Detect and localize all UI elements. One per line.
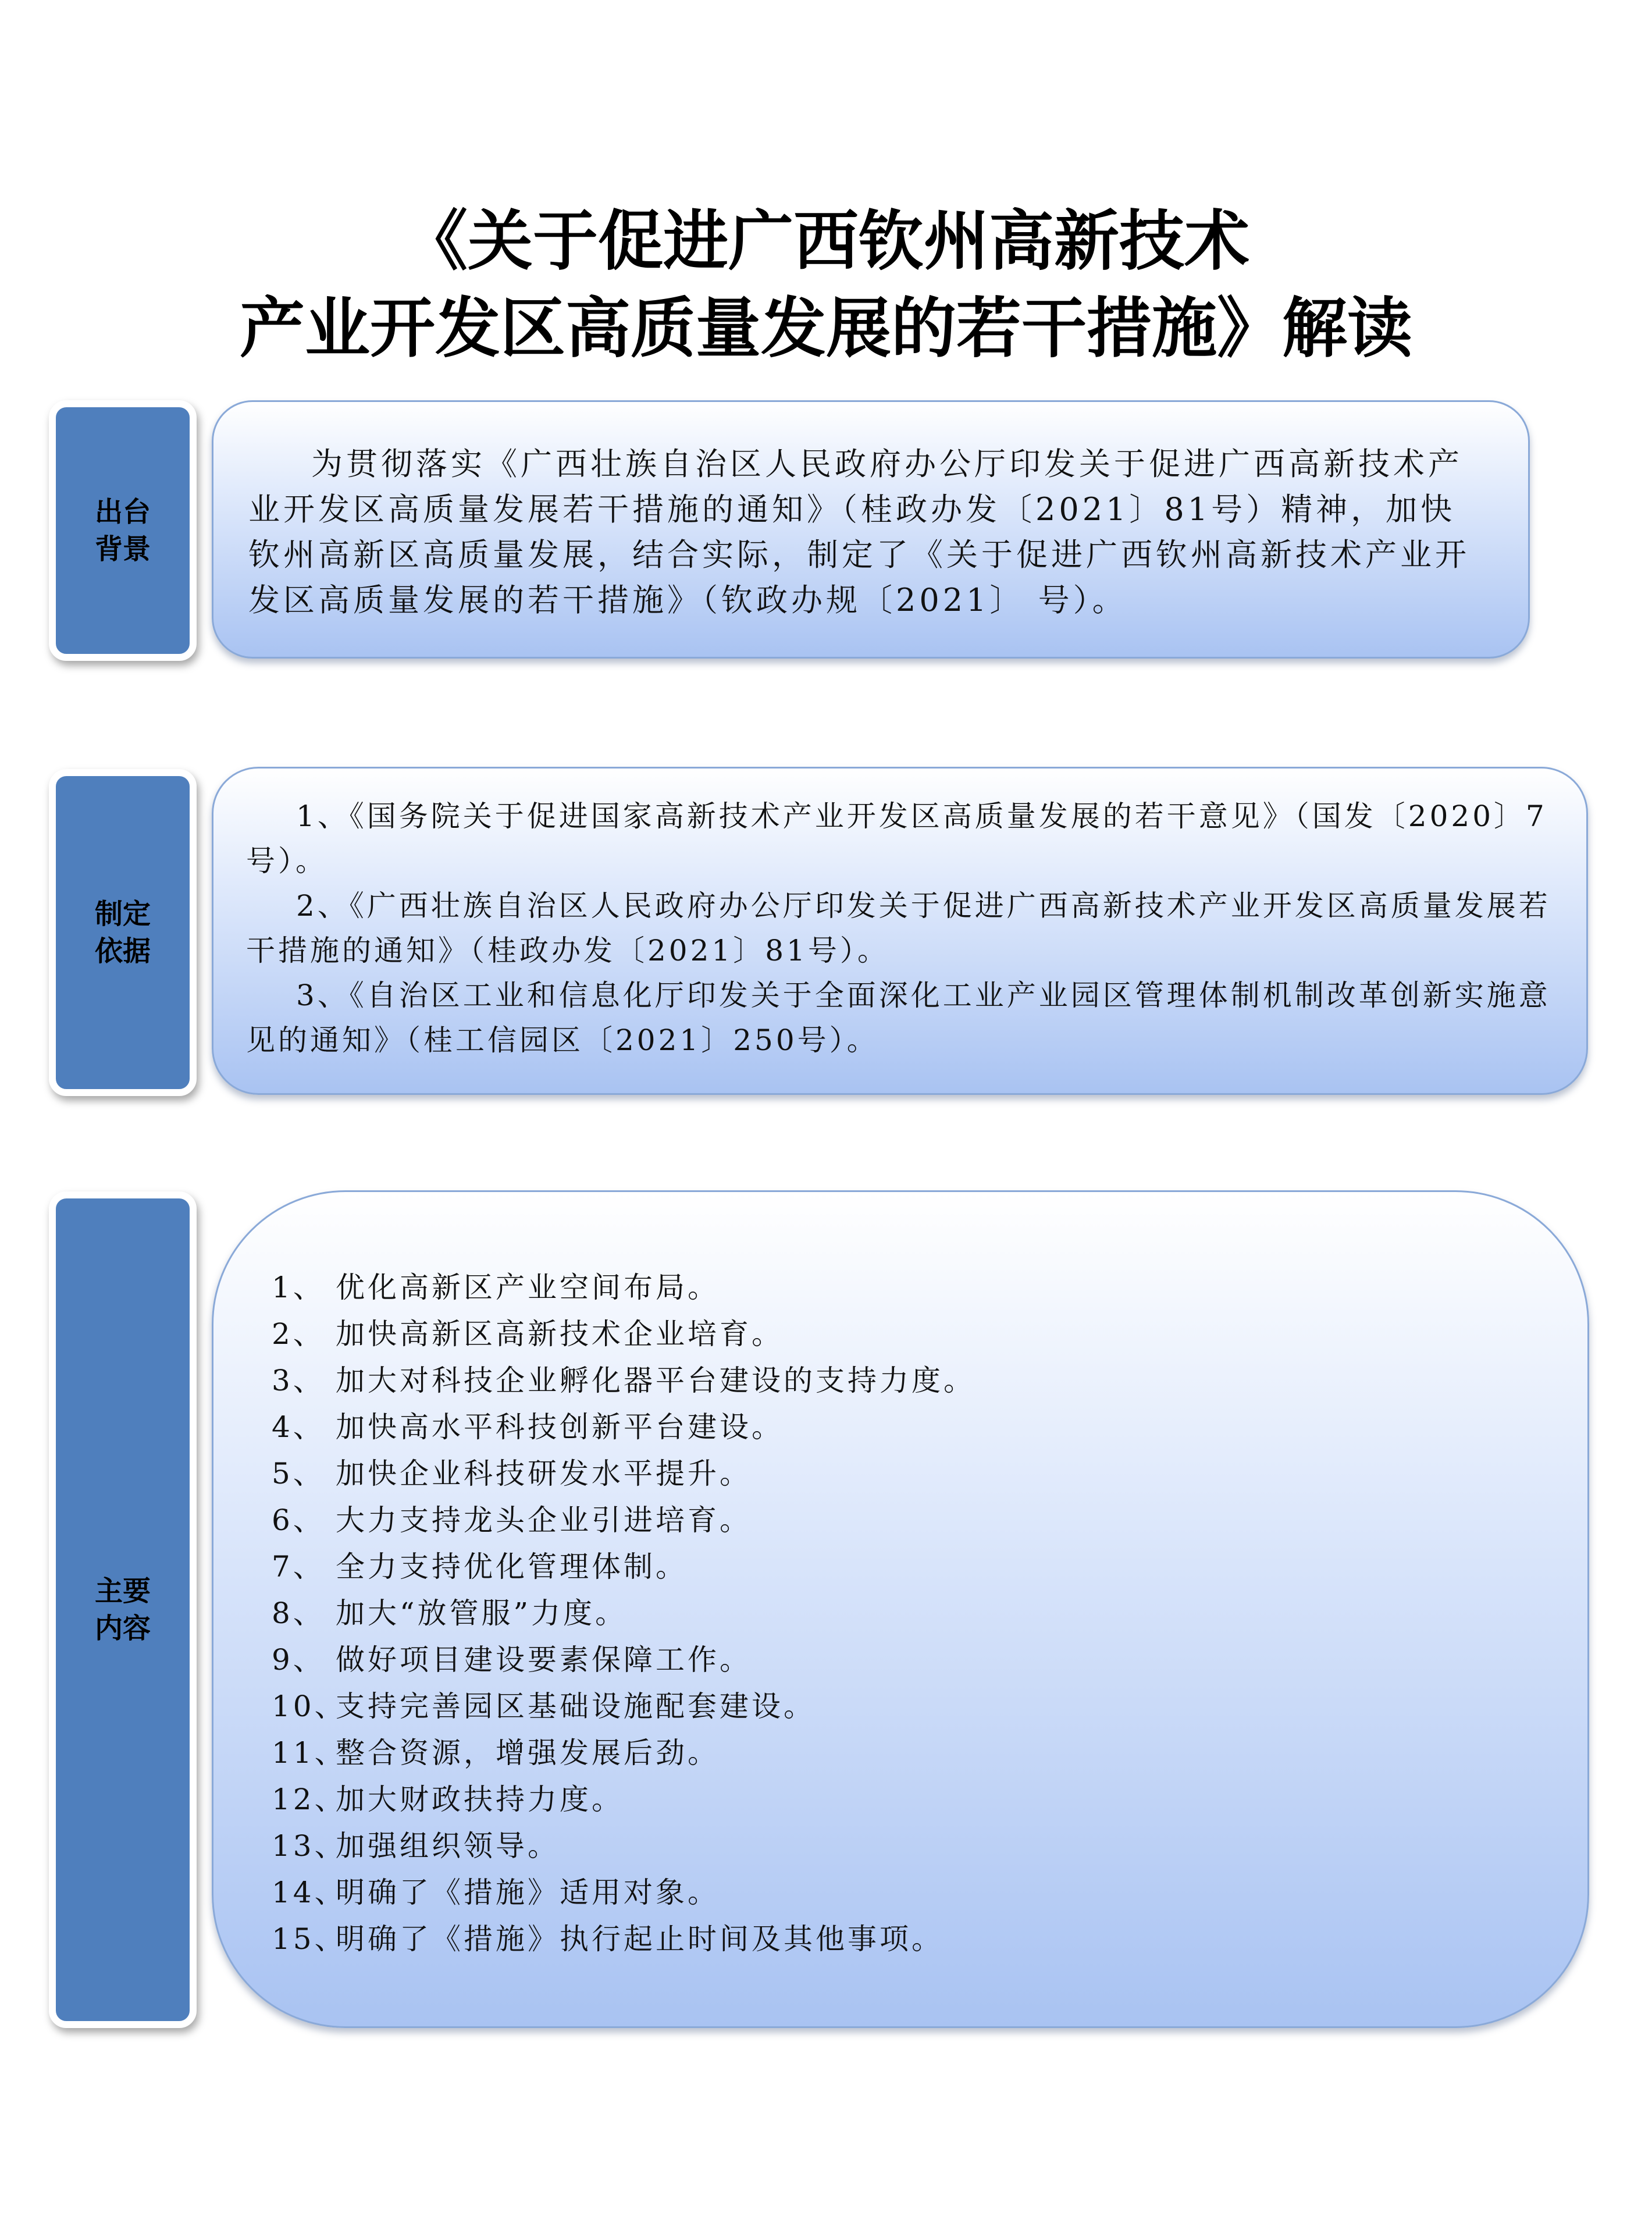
background-panel (212, 400, 1530, 659)
tab-basis (49, 769, 197, 1096)
content-item (272, 1823, 1587, 1869)
content-item-number: 9、 (272, 1643, 325, 1677)
content-item-number: 11、 (272, 1736, 347, 1770)
content-item-number: 7、 (272, 1550, 325, 1584)
content-item-number: 14、 (272, 1876, 347, 1909)
content-item (272, 1404, 1587, 1450)
content-item (272, 1776, 1587, 1823)
background-text: 为贯彻落实《广西壮族自治区人民政府办公厅印发关于促进广西高新技术产业开发区高质量发展若干措施的通知》（桂政办发〔2021〕81号）精神，加快钦州高新区高质量发展，结合实际，制定了《关于促进广西钦州高新技术产业开发区高质量发展的若干措施》（钦政办规〔2021〕 号）。 (248, 446, 1470, 618)
basis-list (246, 794, 1554, 1063)
content-item (272, 1683, 1587, 1730)
content-item (272, 1869, 1587, 1916)
content-item (272, 1730, 1587, 1776)
content-item-text: 明确了《措施》执行起止时间及其他事项。 (336, 1922, 944, 1956)
content-item-number: 3、 (272, 1364, 325, 1397)
page-title (0, 198, 1652, 372)
content-item-text: 全力支持优化管理体制。 (336, 1550, 688, 1584)
tab-background-label: 出台 背景 (94, 496, 151, 565)
content-item-text: 优化高新区产业空间布局。 (336, 1271, 720, 1304)
content-item-text: 加快高新区高新技术企业培育。 (336, 1317, 784, 1351)
tab-content-label: 主要 内容 (94, 1575, 151, 1645)
content-item-text: 加快企业科技研发水平提升。 (336, 1457, 752, 1490)
content-item-number: 2、 (272, 1317, 325, 1351)
content-item (272, 1543, 1587, 1590)
content-item-number: 8、 (272, 1596, 325, 1630)
basis-item: 3、《自治区工业和信息化厅印发关于全面深化工业产业园区管理体制机制改革创新实施意见的通知》（桂工信园区〔2021〕250号）。 (246, 979, 1551, 1057)
content-item-number: 5、 (272, 1457, 325, 1490)
content-item-text: 支持完善园区基础设施配套建设。 (336, 1689, 816, 1723)
content-item-text: 加大财政扶持力度。 (336, 1783, 624, 1816)
content-item-text: 大力支持龙头企业引进培育。 (336, 1503, 752, 1537)
content-item-number: 13、 (272, 1829, 347, 1863)
content-item-number: 12、 (272, 1783, 347, 1816)
content-item-number: 1、 (272, 1271, 325, 1304)
content-item-text: 加强组织领导。 (336, 1829, 560, 1863)
content-item-text: 加大对科技企业孵化器平台建设的支持力度。 (336, 1364, 975, 1397)
content-item-text: 明确了《措施》适用对象。 (336, 1876, 720, 1909)
content-item (272, 1497, 1587, 1543)
content-item-number: 15、 (272, 1922, 347, 1956)
content-item-text: 加快高水平科技创新平台建设。 (336, 1410, 784, 1444)
content-item-text: 整合资源，增强发展后劲。 (336, 1736, 720, 1770)
content-item (272, 1357, 1587, 1404)
basis-item: 2、《广西壮族自治区人民政府办公厅印发关于促进广西高新技术产业开发区高质量发展若干措施的通知》（桂政办发〔2021〕81号）。 (246, 889, 1551, 967)
basis-panel (212, 767, 1588, 1095)
content-item-text: 做好项目建设要素保障工作。 (336, 1643, 752, 1677)
content-item (272, 1637, 1587, 1683)
title-line-2: 产业开发区高质量发展的若干措施》解读 (240, 291, 1412, 367)
content-list (272, 1264, 1587, 1962)
content-item (272, 1311, 1587, 1357)
content-item-number: 4、 (272, 1410, 325, 1444)
content-panel (212, 1190, 1589, 2028)
tab-content (49, 1191, 197, 2028)
content-item (272, 1450, 1587, 1497)
content-item-number: 10、 (272, 1689, 347, 1723)
content-item-number: 6、 (272, 1503, 325, 1537)
content-item (272, 1590, 1587, 1637)
tab-basis-label: 制定 依据 (94, 898, 151, 967)
title-line-1: 《关于促进广西钦州高新技术 (403, 204, 1249, 279)
content-item (272, 1264, 1587, 1311)
content-item (272, 1916, 1587, 1962)
tab-background (49, 400, 197, 661)
basis-item: 1、《国务院关于促进国家高新技术产业开发区高质量发展的若干意见》（国发〔2020〕7号）。 (246, 799, 1547, 878)
content-item-text: 加大“放管服”力度。 (336, 1596, 628, 1630)
